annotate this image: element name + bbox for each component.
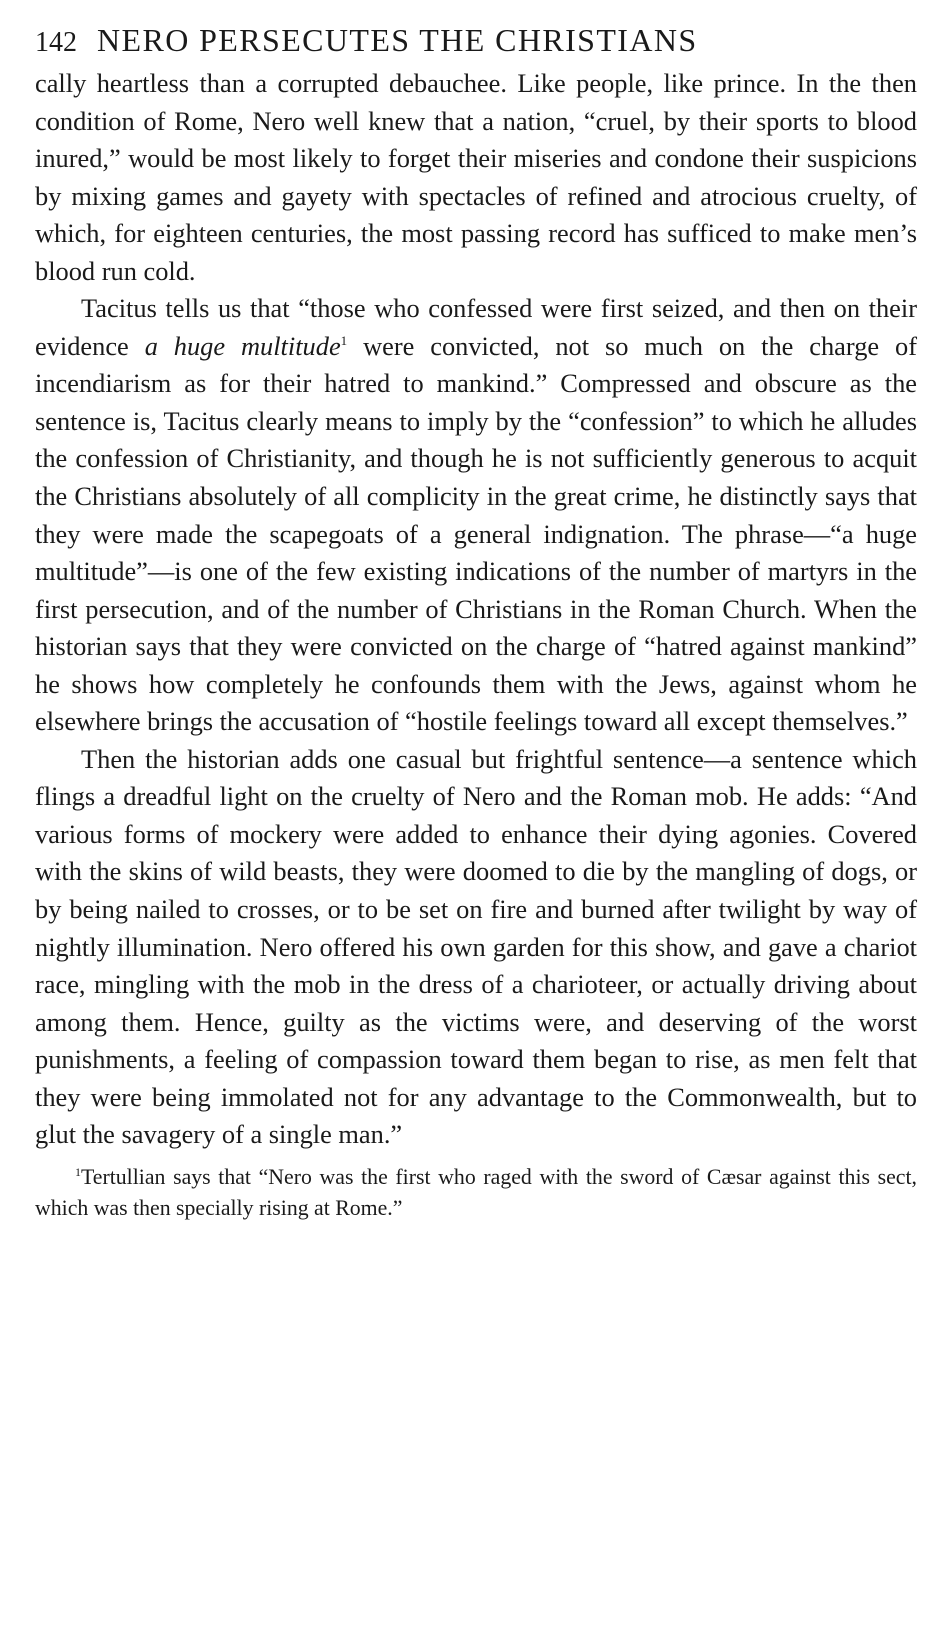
page-number: 142 <box>35 27 77 58</box>
footnote-text: Tertullian says that “Nero was the first who raged with the sword of Cæsar against this sect, which was then specially rising at Rome.” <box>35 1164 917 1220</box>
italic-phrase: a huge multitude <box>144 330 341 361</box>
running-title: NERO PERSECUTES THE CHRISTIANS <box>97 22 698 58</box>
paragraph-tacitus <box>35 290 917 741</box>
body-text <box>35 65 917 1154</box>
footnote-mark: 1 <box>75 1164 81 1179</box>
paragraph-tacitus-rest: were convicted, not so much on the charge of incendiarism as for their hatred to mankind.” Compressed and obscure as the sentence is, Tacitus clearly means to imply by the “confession” to which he alludes the confession of Christianity, and though he is not sufficiently generous to acquit the Christians absolutely of all complicity in the great crime, he distinctly says that they were made the scapegoats of a general indignation. The phrase—“a huge multitude”—is one of the few existing indications of the number of martyrs in the first persecution, and of the number of Christians in the Roman Church. When the historian says that they were convicted on the charge of “hatred against mankind” he shows how completely he confounds them with the Jews, against whom he elsewhere brings the accusation of “hostile feelings toward all except themselves.” <box>35 330 917 737</box>
footnote <box>35 1162 917 1224</box>
book-page <box>35 22 917 1224</box>
paragraph-continued: cally heartless than a corrupted debauchee. Like people, like prince. In the then condition of Rome, Nero well knew that a nation, “cruel, by their sports to blood inured,” would be most likely to forget their miseries and condone their suspicions by mixing games and gayety with spectacles of refined and atrocious cruelty, of which, for eighteen centuries, the most passing record has sufficed to make men’s blood run cold. <box>35 68 917 286</box>
footnote-reference: 1 <box>340 332 348 348</box>
paragraph-tacitus-start: Tacitus tells us that “those who confessed were first seized, and then on their evidence <box>35 293 917 361</box>
paragraph-historian: Then the historian adds one casual but frightful sentence—a sentence which flings a dreadful light on the cruelty of Nero and the Roman mob. He adds: “And various forms of mockery were added to enhance their dying agonies. Covered with the skins of wild beasts, they were doomed to die by the mangling of dogs, or by being nailed to crosses, or to be set on fire and burned after twilight by way of nightly illumination. Nero offered his own garden for this show, and gave a chariot race, mingling with the mob in the dress of a charioteer, or actually driving about among them. Hence, guilty as the victims were, and deserving of the worst punishments, a feeling of compassion toward them began to rise, as men felt that they were being immolated not for any advantage to the Commonwealth, but to glut the savagery of a single man.” <box>35 743 917 1150</box>
running-head <box>35 22 917 59</box>
